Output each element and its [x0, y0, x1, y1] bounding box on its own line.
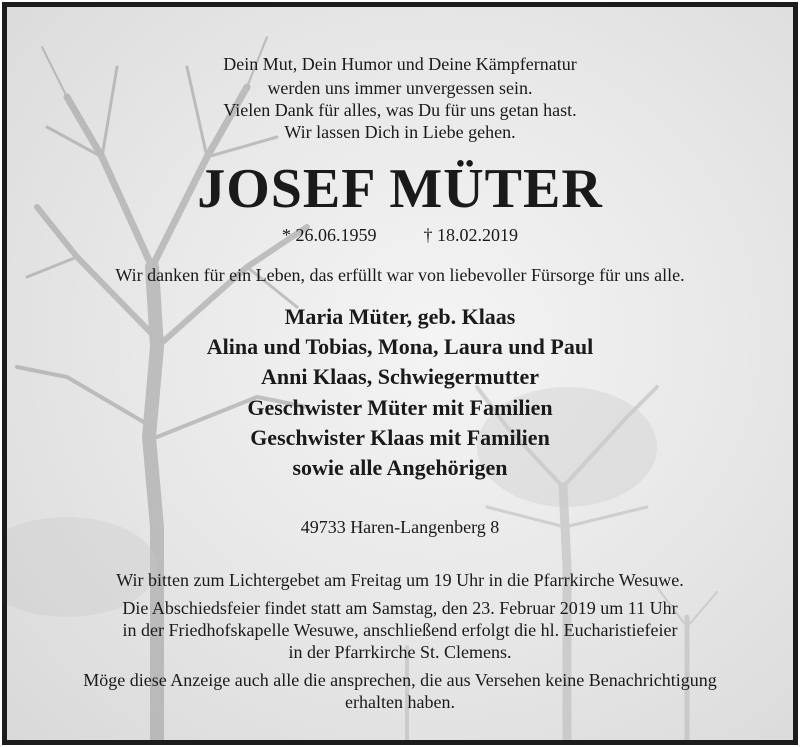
obituary-content	[7, 7, 793, 740]
death-date: † 18.02.2019	[423, 225, 518, 245]
family-line-2: Alina und Tobias, Mona, Laura und Paul	[206, 334, 594, 359]
address: 49733 Haren-Langenberg 8	[300, 517, 500, 537]
life-dates	[7, 225, 793, 246]
info-line-6: erhalten haben.	[345, 692, 455, 712]
thanks-line: Wir danken für ein Leben, das erfüllt war von liebevoller Fürsorge für uns alle.	[115, 265, 685, 285]
family-line-4: Geschwister Müter mit Familien	[247, 395, 553, 420]
family-line-1: Maria Müter, geb. Klaas	[284, 304, 516, 329]
info-line-3: in der Friedhofskapelle Wesuwe, anschließend erfolgt die hl. Eucharistiefeier	[122, 620, 678, 640]
family-line-5: Geschwister Klaas mit Familien	[250, 425, 550, 450]
poem-line-1: Dein Mut, Dein Humor und Deine Kämpfernatur	[223, 54, 577, 74]
birth-date: * 26.06.1959	[282, 225, 377, 245]
deceased-name: JOSEF MÜTER	[197, 158, 603, 220]
poem-line-3: Vielen Dank für alles, was Du für uns getan hast.	[223, 100, 577, 120]
family-line-6: sowie alle Angehörigen	[292, 455, 508, 480]
info-line-2: Die Abschiedsfeier findet statt am Samstag, den 23. Februar 2019 um 11 Uhr	[122, 598, 678, 618]
poem-line-4: Wir lassen Dich in Liebe gehen.	[284, 122, 516, 142]
info-line-4: in der Pfarrkirche St. Clemens.	[288, 642, 512, 662]
info-line-5: Möge diese Anzeige auch alle die ansprechen, die aus Versehen keine Benachrichtigung	[83, 670, 717, 690]
obituary-frame	[2, 2, 798, 745]
family-line-3: Anni Klaas, Schwiegermutter	[260, 364, 540, 389]
poem-line-2: werden uns immer unvergessen sein.	[267, 78, 533, 98]
info-line-1: Wir bitten zum Lichtergebet am Freitag um 19 Uhr in die Pfarrkirche Wesuwe.	[116, 570, 684, 590]
